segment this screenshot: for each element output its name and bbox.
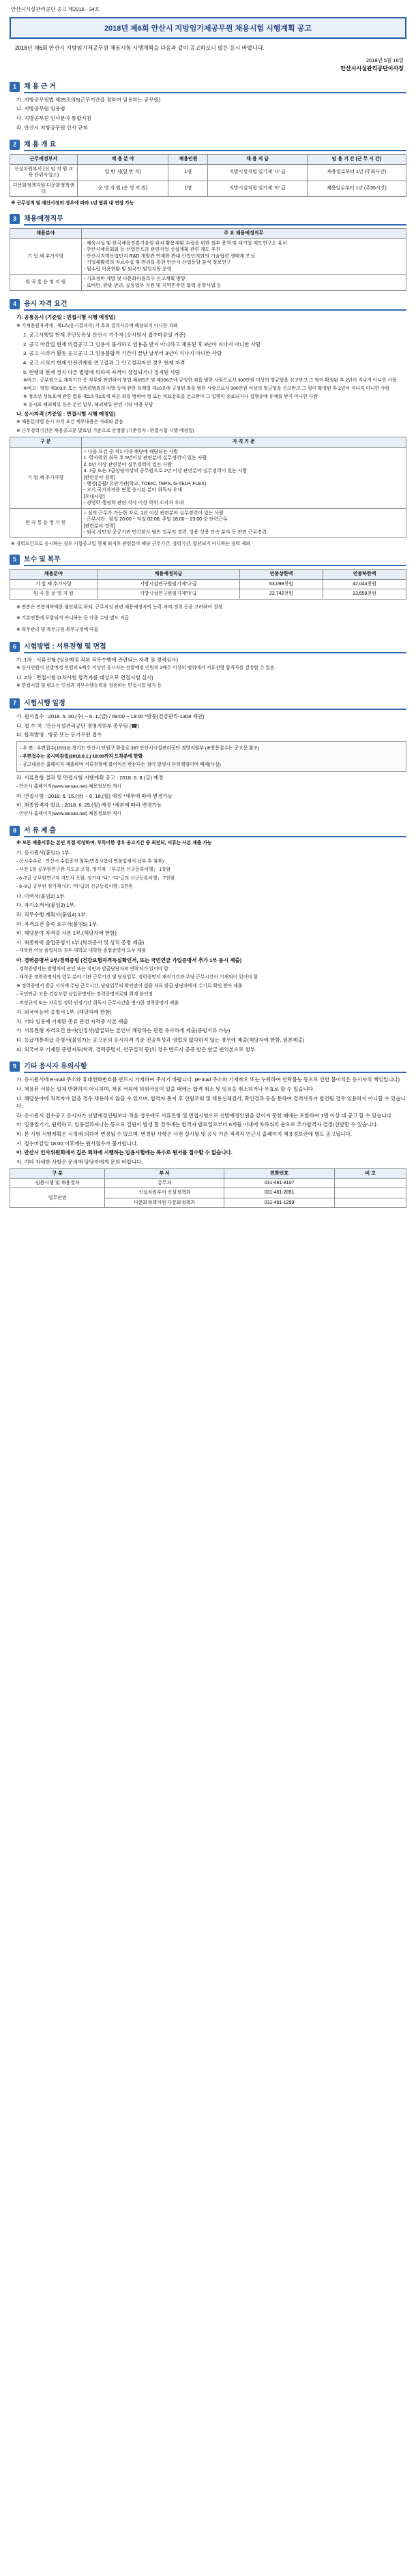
cell-department: 신설치원부서 (신 임 직 원 교육 단위사업소) bbox=[10, 164, 78, 181]
schedule-subitem: - 안산시 홈페이지(www.iansan.net) 채용정보란 게시 bbox=[16, 784, 121, 790]
cell-division: 기 업 체 추가사항 bbox=[10, 447, 82, 508]
table-header-row bbox=[10, 570, 406, 579]
table-row bbox=[10, 181, 406, 197]
section-8-number: 8 bbox=[10, 826, 20, 836]
schedule-item: 나. 접 수 처 : 안산시설관리공단 경영지원부 총무팀 (☎) bbox=[16, 722, 140, 729]
table-row bbox=[10, 1188, 406, 1198]
table-row bbox=[10, 579, 406, 589]
section-8-body bbox=[16, 840, 406, 1053]
document-item: 카. 서류전형 자격요건 분야(인정서)발급되는 본인이 해당하는 관련 유사하게 제출(증빙서류 가능) bbox=[16, 1027, 231, 1034]
section-5-header bbox=[10, 553, 406, 566]
common-requirement-heading: 가. 공통응시 (기준일 : 면접시험 시행 예정일) bbox=[16, 313, 116, 320]
document-subitem: - 6~7급 공무원연구자 지도서 포함, 정기재 "나", "다"급의 신규등록이행」 7천원 bbox=[16, 875, 175, 881]
requirement-item: 3. 공고 시의거 활동 응고공고 그 임용불합격 기간이 끝난 날부터 3년이 지나지 아니한 사람 bbox=[23, 350, 222, 357]
cell-count: 1명 bbox=[168, 181, 208, 197]
cell-field: 원 곡 통 운 영 지 원 bbox=[10, 589, 98, 599]
col-grade: 채용예정직급 bbox=[97, 570, 239, 579]
documents-headnote: ※ 모든 제출서류는 본인 직접 작성하며, 부득이한 경우 공고기간 중 최전되, 서류는 사본 제출 가능 bbox=[16, 841, 212, 846]
eligibility-footnote: ※ 경력요건으로 응시하는 경우 시험공고일 현재 퇴직후 관련분야 해당 근무기간, 경력기간, 합산되지 아니하는 경력 제외 bbox=[11, 542, 251, 547]
cell-salary-min: 13,659천원 bbox=[323, 589, 406, 599]
section-2-header bbox=[10, 138, 406, 151]
section-8 bbox=[10, 824, 406, 1053]
col-field: 채용분야 bbox=[10, 570, 98, 579]
criteria-line: - 경영학·행정학 관련 석사 이상 학위 소지자 우대 bbox=[83, 501, 184, 506]
criteria-line: 2. 5년 이상 관련분야 실무경력이 있는 사람 bbox=[83, 462, 173, 467]
salary-note: ※ 복무관리 및 복무규정 복무규정에 따름 bbox=[16, 627, 99, 632]
cell-department: 다문화정책지원 다문화정책센터 bbox=[10, 181, 78, 197]
table-row bbox=[10, 164, 406, 181]
recruitment-overview-table bbox=[10, 154, 406, 197]
requirement-item: 2. 공고 마감일 현재 의결공고 그 임용이 불가하고 임용을 받지 아니하고 채용된 후 3년이 지나지 아니한 사람 bbox=[23, 341, 261, 347]
criteria-line: - 고시 국가자격증 면접 응시된 분야 취득자 우대 bbox=[83, 488, 183, 493]
notice-item: 라. 응시원서 접수공고 응시자가 선발예정인원보다 적을 경우에도 서류전형 및 면접시험으로 선발예정인원을 같이지 못한 때에는 포함하여 1명 이상 대 공고 할 수 있습니다. bbox=[16, 1112, 393, 1119]
document-item: 사. 최종학력 졸업증명서 1부.(학위증서 및 성적 증명 제출) bbox=[16, 939, 145, 946]
section-4-number: 4 bbox=[10, 299, 20, 309]
lead-paragraph: 2018년 제6회 안산시 지방임기제공무원 채용시험 시행계획을 다음과 같이 공고하오니 많은 응시 바랍니다. bbox=[15, 45, 265, 51]
section-7-header bbox=[10, 697, 406, 710]
section-6-number: 6 bbox=[10, 642, 20, 652]
document-item: 자. 외국어능력 증명서 1부. (해당자에 한함) bbox=[16, 1009, 112, 1016]
salary-note: ※ 기본연봉에 포함되지 아니하는 등 각종 수당 별도 지급 bbox=[16, 616, 130, 621]
cell-period: 채용일로부터 1년 (주최사간) bbox=[307, 164, 406, 181]
cell-field: 운 영 지 원 (운 영 지 원) bbox=[77, 181, 168, 197]
cell-grade: 지방시설직렬 일기제 '나' 급 bbox=[208, 164, 307, 181]
table-row bbox=[10, 508, 406, 538]
section-7-title: 시험시행 일정 bbox=[24, 697, 406, 710]
document-item: 라. 직무수행 계획서(붙임4) 1부. bbox=[16, 911, 87, 918]
requirement-item: 1. 공고시행일 현재 주민등록상 안산시 거주자 (응시원서 접수마감일 기준) bbox=[23, 332, 186, 339]
cell-period: 채용일로부터 1년 (주35시간) bbox=[307, 181, 406, 197]
page-title: 2018년 제6회 안산시 지방임기제공무원 채용시험 시행계획 공고 bbox=[10, 17, 406, 39]
col-salary-max: 연봉상한액 bbox=[239, 570, 323, 579]
document-number: 안산시시설관리공단 공고 제2018 - 34호 bbox=[11, 6, 100, 12]
criteria-line: [관련분야 경력] bbox=[83, 475, 115, 480]
section-8-title: 서 류 제 출 bbox=[24, 824, 406, 837]
cell-salary-min: 42,044천원 bbox=[323, 579, 406, 589]
section-6-body bbox=[16, 656, 406, 690]
duty-item: - 체육시설 및 한국체육진흥기술원 위치 활용계획 수립을 위한 외부 용역 및 대기업 제도연구소 유치 bbox=[83, 240, 287, 246]
section-3 bbox=[10, 213, 406, 291]
col-division: 구 분 bbox=[10, 437, 82, 447]
criteria-line: 3. 7급 또는 7급상당이상의 공무원으로 2년 이상 관련분야 실무경력이 있는 사람 bbox=[83, 469, 248, 474]
document-subitem: - 대학원 이상 졸업자의 경우 대학교 대학원 졸업증명서 모두 제출 bbox=[16, 948, 146, 954]
cell-remark bbox=[335, 1188, 406, 1198]
common-requirement-list bbox=[23, 331, 406, 376]
duty-item: - 기초정비 계발 및 다문화마을특구 신고계획 방향 bbox=[83, 277, 185, 282]
section-5 bbox=[10, 553, 406, 633]
cell-grade: 지방시설직렬 일기제 '마' 급 bbox=[208, 181, 307, 197]
section-6-header bbox=[10, 640, 406, 653]
submission-line: - 우 편 : 우편접수(15332) 경기도 안산시 단원구 화랑로 387 안산시시설관리공단 경영지원부 (※방문접수는 공고문 참조) bbox=[20, 745, 260, 751]
document-subitem: - 재직중 경력증명서의 업무 분야 기관 근무기간 및 담당업무, 경력증명서 재직기간과 주당 근무시간이 기재되어 있어야 함 bbox=[16, 975, 258, 980]
notice-item: 사. 접수마감일 18:00 이후에는 원서접수가 불가합니다. bbox=[16, 1140, 138, 1147]
section-7-number: 7 bbox=[10, 698, 20, 709]
col-phone: 전화번호 bbox=[224, 1168, 335, 1178]
job-duties-table bbox=[10, 228, 406, 291]
duty-item: - 월수립 이용현황 및 외국인 및업지원 운영 bbox=[83, 266, 172, 272]
section-1 bbox=[10, 80, 406, 132]
cell-phone: 031-481-3107 bbox=[224, 1179, 335, 1188]
cell-grade: 지방시설연구원임기제'나'급 bbox=[97, 579, 239, 589]
section-1-number: 1 bbox=[10, 82, 20, 92]
schedule-item: 마. 면접시험 : 2018. 6. 15.(금) ~ 6. 18.(월) 예정 *세부에 따라 변경가능 bbox=[16, 792, 173, 799]
section-2-number: 2 bbox=[10, 140, 20, 150]
col-department: 부 서 bbox=[105, 1168, 224, 1178]
col-period: 임 용 기 간 (근 무 시 간) bbox=[307, 155, 406, 164]
cell-salary-max: 63,098천원 bbox=[239, 579, 323, 589]
col-remark: 비 고 bbox=[335, 1168, 406, 1178]
schedule-item: 가. 원서접수 : 2018. 5. 30.(수) ~ 6. 1.(금) / 09:00 ~ 18:00 *방문(건강관리-1308 제안) bbox=[16, 713, 205, 719]
table-row bbox=[10, 447, 406, 508]
criteria-line: ○ 심의 근무가 가능한 자로, 1년 이상 관련분야 실무경력이 있는 사람 bbox=[83, 510, 224, 516]
col-salary-min: 연봉하한액 bbox=[323, 570, 406, 579]
eligibility-midnote: ※ 근무경력기간은 채용공고문 발표일 기준으로 산정함 (기준일자 : 면접시험 시행 예정일) bbox=[16, 428, 194, 433]
cell-department: 신설치원부서 신설정책과 bbox=[105, 1188, 224, 1198]
duty-item: - 로비민, 관광·관리, 공동업무 지원 및 지역민주민 협력 운영사업 등 bbox=[83, 283, 222, 288]
section-5-title: 보수 및 복무 bbox=[24, 553, 406, 566]
common-requirement-subnote: ※ 기채용원자격에 , 세1조(응시결자격) 각 호의 결격사유에 해당되지 아니한 자와 bbox=[16, 323, 178, 328]
legal-basis-item: 가. 지방공무원법 제25조의5(근무기간을 정하여 임용하는 공무원) bbox=[16, 96, 161, 103]
section-5-number: 5 bbox=[10, 555, 20, 565]
section-7-body bbox=[16, 713, 406, 818]
section-9-header bbox=[10, 1060, 406, 1073]
section-4-body bbox=[16, 313, 406, 435]
legal-basis-item: 나. 지방공무원 임용령 bbox=[16, 106, 65, 112]
section-9 bbox=[10, 1060, 406, 1208]
requirement-note: ※비고 : 형법 제303조 또는 성폭력범죄의 처벌 등에 관한 특례법 제10조에 규정된 죄를 범한 사람으로서 300만원 이상의 벌금형을 선고받고 그 형이 확정된 후 2년이 지나지 아니한 사람 bbox=[23, 386, 390, 392]
requirement-note: ※비고 : 공무원으로 계직기간 중 직무와 관련하여 형법 제355조 및 제356조에 규정한 죄를 범한 사람으로서 300만원 이상의 벌금형을 선고받고 그 형이 확정된 후 2년이 지나지 아니한 사람 bbox=[23, 378, 397, 384]
cell-department: 다문화정책지원 다문화정책과 bbox=[105, 1198, 224, 1207]
cell-duties bbox=[81, 275, 406, 291]
document-item: 바. 해당분야 자격증 사본 1부.(해당자에 한함) bbox=[16, 930, 117, 937]
cell-department: 총무과 bbox=[105, 1179, 224, 1188]
notice-item: 나. 채용된 서류는 일체 반환하지 아니하며, 채용 서류에 허위사실이 있을 때에는 합격 취소 및 임용을 취소하거나 무효로 할 수 있습니다. bbox=[16, 1085, 315, 1092]
cell-phone: 031-481-2851 bbox=[224, 1188, 335, 1198]
document-item: 타. 응급개통취급 증명서(붙임7)는 공고문의 응시자격 기준 전공특성과 영업의 없다하지 않는 경우에 제출(해당자에 한함, 원본제출) bbox=[16, 1037, 305, 1044]
cell-field: 기 업 체 추가사항 bbox=[10, 238, 82, 274]
table-row bbox=[10, 1179, 406, 1188]
submission-line: - 우편접수는 응시마감일(2018.6.1.) 18:00까지 도착분에 한함 bbox=[20, 754, 143, 759]
announcement-page bbox=[0, 0, 416, 1224]
cell-remark bbox=[335, 1198, 406, 1207]
contact-table bbox=[10, 1168, 406, 1209]
cell-remark bbox=[335, 1179, 406, 1188]
col-field: 채 용 분 야 bbox=[77, 155, 168, 164]
schedule-item: 바. 최종합격자 발표 : 2018. 6. 25.(월) 예정 *세부에 따라 변경가능 bbox=[16, 802, 162, 809]
section-7 bbox=[10, 697, 406, 818]
cell-salary-max: 22,742천원 bbox=[239, 589, 323, 599]
criteria-line: [우대사항] bbox=[83, 494, 105, 499]
criteria-line: ○ 다음 요건 중 적1 이내 해당에 해당되는 사람 bbox=[83, 449, 179, 454]
document-item: 아. 경력증명서 2부/경력증빙 (건강보험자격득실확인서, 또는 국민연금 가입증명서 추가 1부 동시 제출) bbox=[16, 957, 242, 963]
cell-criteria bbox=[81, 508, 406, 538]
eligibility-subnote: ※ 채용분야별 응시 자격 요건 세부내용은 아래와 같음 bbox=[16, 420, 123, 425]
document-subitem: - 8~9급 공무원 정기재 "라", "마"급의 신규등록이행 : 5천원 bbox=[16, 884, 133, 890]
cell-division: 원 곡 통 운 영 지 원 bbox=[10, 508, 82, 538]
section-3-number: 3 bbox=[10, 214, 20, 224]
duty-item: - 안산시체육회와 등 산업인프라 관련사업 신설계획 관련 제도 추진 bbox=[83, 247, 221, 253]
col-criteria: 자 격 기 준 bbox=[81, 437, 406, 447]
schedule-item: 라. 서류전형 결과 및 면접시험 시행계획 공고 : 2018. 6. 8.(금) 예정 bbox=[16, 775, 164, 781]
notice-item: 다. 해당분야에 적격자가 없을 경우 채용하지 않을 수 있으며, 합격자 통지 후 신원조회 및 채용신체검사, 확인결과 등을 통하여 결격사유가 발견될 경우 임용하지 아니할 수 있습니다. bbox=[16, 1095, 406, 1110]
signature-block bbox=[10, 57, 404, 74]
document-item: 마. 자격요건 충족 요구서(붙임5) 1부. bbox=[16, 920, 99, 927]
section-9-number: 9 bbox=[10, 1061, 20, 1072]
schedule-subitem: - 안산시 홈페이지(www.iansan.net) 채용정보란 게시 bbox=[16, 811, 121, 816]
document-subitem: - 사진 1장 공무원연구관 지도교 포함, 정기재 「부고문 신규등록이행」 1장함 bbox=[16, 867, 171, 873]
cell-grade: 지방시설연구원임기제'마'급 bbox=[97, 589, 239, 599]
section-9-body bbox=[16, 1076, 406, 1166]
section-8-header bbox=[10, 824, 406, 837]
legal-basis-item: 다. 지방공무원 인사분야 통합지침 bbox=[16, 115, 91, 122]
cell-field: 원 곡 통 운 영 지 원 bbox=[10, 275, 82, 291]
section-1-header bbox=[10, 80, 406, 93]
cell-field: 일 반 직(일 반 직) bbox=[77, 164, 168, 181]
col-division: 구 분 bbox=[10, 1168, 105, 1178]
document-subitem: ※ 경력증명서 발급 서식에 주당 근무시간, 담당업무의 확인란이 없을 자료 발급 담당자에게 수기로 확인 받아 제출 bbox=[16, 983, 243, 989]
criteria-line: - 근무시간 : 평일 20:00 ~ 익일 02:00, 주말 18:00 ~ 23:00 중 탄력근무 bbox=[83, 517, 228, 523]
schedule-item: 다. 합격발명 : 방문 또는 등기우편 접수 bbox=[16, 732, 102, 739]
table-row bbox=[10, 589, 406, 599]
cell-duties bbox=[81, 238, 406, 274]
notice-item: 자. 기타 자세한 사항은 문의에 담당자에게 문의 바랍니다. bbox=[16, 1158, 143, 1165]
col-grade: 채 용 직 급 bbox=[208, 155, 307, 164]
col-count: 채용인원 bbox=[168, 155, 208, 164]
section-2 bbox=[10, 138, 406, 206]
criteria-line: [관련분야 경력] bbox=[83, 523, 115, 529]
cell-field: 기 업 체 추가사항 bbox=[10, 579, 98, 589]
table-header-row bbox=[10, 437, 406, 447]
requirement-item: 4. 공고 시의거 현재 안전관계를 연고결과 그 안고결과자인 경우 현재 자격 bbox=[23, 360, 185, 367]
duty-item: - 기업체활력의 자료수집 및 관리를 통한 안산시 산업동향 분석 정보연구 bbox=[83, 260, 231, 266]
table-header-row bbox=[10, 155, 406, 164]
cell-count: 1명 bbox=[168, 164, 208, 181]
notice-item: 마. 임용일기기, 원력하고, 임용결과자나는 등으로 결원이 발생 할 경우에는 합격자 발표일로부터 6개월 이내에 차하위의 순으로 추가합격자 결정(선발할 수 있습니다. bbox=[16, 1121, 378, 1128]
cell-division: 임용시행 및 채용절차 bbox=[10, 1179, 105, 1188]
submission-line: - 공고내용은 홈페이지 제출하며 서류전형에 불이익은 받는다는 점이 발생시 본인책임이며 배제(사실) bbox=[20, 762, 221, 767]
legal-basis-item: 라. 안산시 지방공무원 인사 규칙 bbox=[16, 124, 88, 131]
document-item: 가. 응시원서(붙임1) 1부. bbox=[16, 849, 71, 856]
section-4 bbox=[10, 298, 406, 546]
table-note: ※ 근무성적 및 예산사정의 경우에 따라 1년 범위 내 연장 가능 bbox=[11, 201, 134, 206]
salary-note: ※ 연봉은 연봉계약액을 월단위로 하되, 근무적성 관련 채용예정자의 능력·자격·경력 등을 고려하여 결정 bbox=[16, 604, 223, 610]
document-subitem: - 경력증명서는 발행처의 관인 또는 직인과 발급담당자의 연락처가 있어야 함 bbox=[16, 966, 168, 972]
table-row bbox=[10, 238, 406, 274]
table-header-row bbox=[10, 1168, 406, 1178]
requirement-notes bbox=[23, 377, 406, 408]
section-2-title: 채 용 개 요 bbox=[24, 138, 406, 151]
cell-criteria bbox=[81, 447, 406, 508]
exam-method-item: 나. 2차 : 면접시험 (1차시험 합격자를 대상으로 면접시험 실시) bbox=[16, 674, 153, 681]
document-subitem: - 비정규직 또는 자유업 경력 인정기간 취득시 근무시간을 명시한 경력증명서 제출 bbox=[16, 1000, 179, 1006]
criteria-line: 1. 학사학위 취득 후 5년이상 관련분야 실무경력이 있는 사람 bbox=[83, 456, 207, 461]
sign-date: 2018년 5월 16일 bbox=[366, 57, 404, 63]
section-3-title: 채용예정직무 bbox=[24, 213, 406, 226]
section-6-title: 시험방법 : 서류전형 및 면접 bbox=[24, 640, 406, 653]
table-header-row bbox=[10, 229, 406, 238]
document-item: 다. 자기소개서(붙임3) 1부. bbox=[16, 902, 76, 909]
requirement-note: ※ 응시료 해외체류 등은 본인 납부, 해외체류 관련 기타 비용 부담 bbox=[23, 402, 153, 407]
section-1-body bbox=[16, 96, 406, 132]
document-subitem: - 응시수수료 : 안산시 수입증지 첨부(면접시험이 면불입제서 납부 후 첨부) bbox=[16, 858, 164, 864]
section-4-header bbox=[10, 298, 406, 311]
document-item: 차. 기타 임용에 기재된 종류 관련 자격증 사본 제출 bbox=[16, 1018, 128, 1025]
requirement-note: ※ 청소년 성보호에 관한 법률 제2조제2호에 따른 죄를 범하여 형 또는 치료감호를 선고받아 그 집행이 종료되거나 집행유예 유예를 받지 아니한 사람 bbox=[23, 394, 318, 399]
sign-name: 안산시시설관리공단이사장 bbox=[340, 65, 404, 72]
col-department: 근무예정부서 bbox=[10, 155, 78, 164]
table-row bbox=[10, 275, 406, 291]
col-duties: 주 요 채용예정직무 bbox=[81, 229, 406, 238]
section-3-header bbox=[10, 213, 406, 226]
cell-division: 업무관련 bbox=[10, 1188, 105, 1208]
section-9-title: 기타 응시자 유의사항 bbox=[24, 1060, 406, 1073]
exam-method-item: 가. 1차 : 서류전형 (임용예정 직위 직무수행에 관련되는 자격 및 경력심사) bbox=[16, 656, 179, 663]
salary-notes bbox=[16, 604, 406, 634]
document-item: 나. 이력서(붙임2) 1부. bbox=[16, 893, 66, 899]
col-field: 채용분야 bbox=[10, 229, 82, 238]
submission-box bbox=[16, 741, 406, 773]
document-item: 파. 외국어로 기재된 증빙자료(학력, 경력증명서, 연구실적 등)의 경우 반드시 공증 받은 한글 번역본으로 첨부. bbox=[16, 1046, 256, 1053]
section-6 bbox=[10, 640, 406, 690]
section-1-title: 채 용 근 거 bbox=[24, 80, 406, 93]
cell-phone: 031-481-1299 bbox=[224, 1198, 335, 1207]
document-subitem: - 국민연금·고용·건강보험 납입증명서는 경력증명서로와 회계 불인정 bbox=[16, 992, 153, 997]
section-4-title: 응시 자격 요건 bbox=[24, 298, 406, 311]
exam-method-note: ※ 응시인원이 선발예정 인원의 5배수 이상인 응시자는 선발예정 인원의 3배수 이상의 범위에서 서류전형 합격자를 결정할 수 있음. bbox=[16, 666, 276, 671]
eligibility-table bbox=[10, 437, 406, 538]
duty-item: - 안산시지역산업단지 R&D 개발관 연계한 관내 산업단지와의 기술협력 생태계 조성 bbox=[83, 253, 255, 259]
notice-item: 아. 안산시 인사위원회에서 깊은 회차에 시행하는 임용시험에는 복수로 원서를 접수할 수 없습니다. bbox=[16, 1149, 233, 1156]
eligibility-heading: 나. 응시자격 (기준일 : 면접시험 시행 예정일) bbox=[16, 410, 116, 417]
notice-item: 바. 본 시험 시행계획은 시정에 의하여 변경될 수 있으며, 변경된 사항은 사전 실시될 및 응시 기준 적격자 인근시 홈페이지 채용정보란에 별도 공고됩니다. bbox=[16, 1131, 352, 1138]
criteria-line: - 외국 시민권 공공기관 민간회사 범인 업무의 경력, 상용 상용 단속 분야 등 관련 근무경력 bbox=[83, 530, 267, 536]
exam-method-note: ※ 면접시험 및 평소는 인성과 직무수행능력을 검증하는 면접시험 평가 등 bbox=[16, 683, 162, 689]
notice-item: 가. 응시원서에 E-mail 주소와 휴대전화번호를 반드시 기재하여 주시기 바랍니다. (E-mail 주소와 기재착오 또는 누락하여 연락불능 등으로 인한 불이익은 응시자의 책임입니다) bbox=[16, 1076, 400, 1083]
salary-table bbox=[10, 569, 406, 599]
requirement-item: 5. 현행의 현재 정지 다른 법령에 의하여 자격이 상실되거나 정지된 사람 bbox=[23, 369, 180, 375]
criteria-line: - 행정(총괄/ 유관기관(학교, TOEIC, TEPS, G-TELP, FLEX) bbox=[83, 481, 207, 486]
